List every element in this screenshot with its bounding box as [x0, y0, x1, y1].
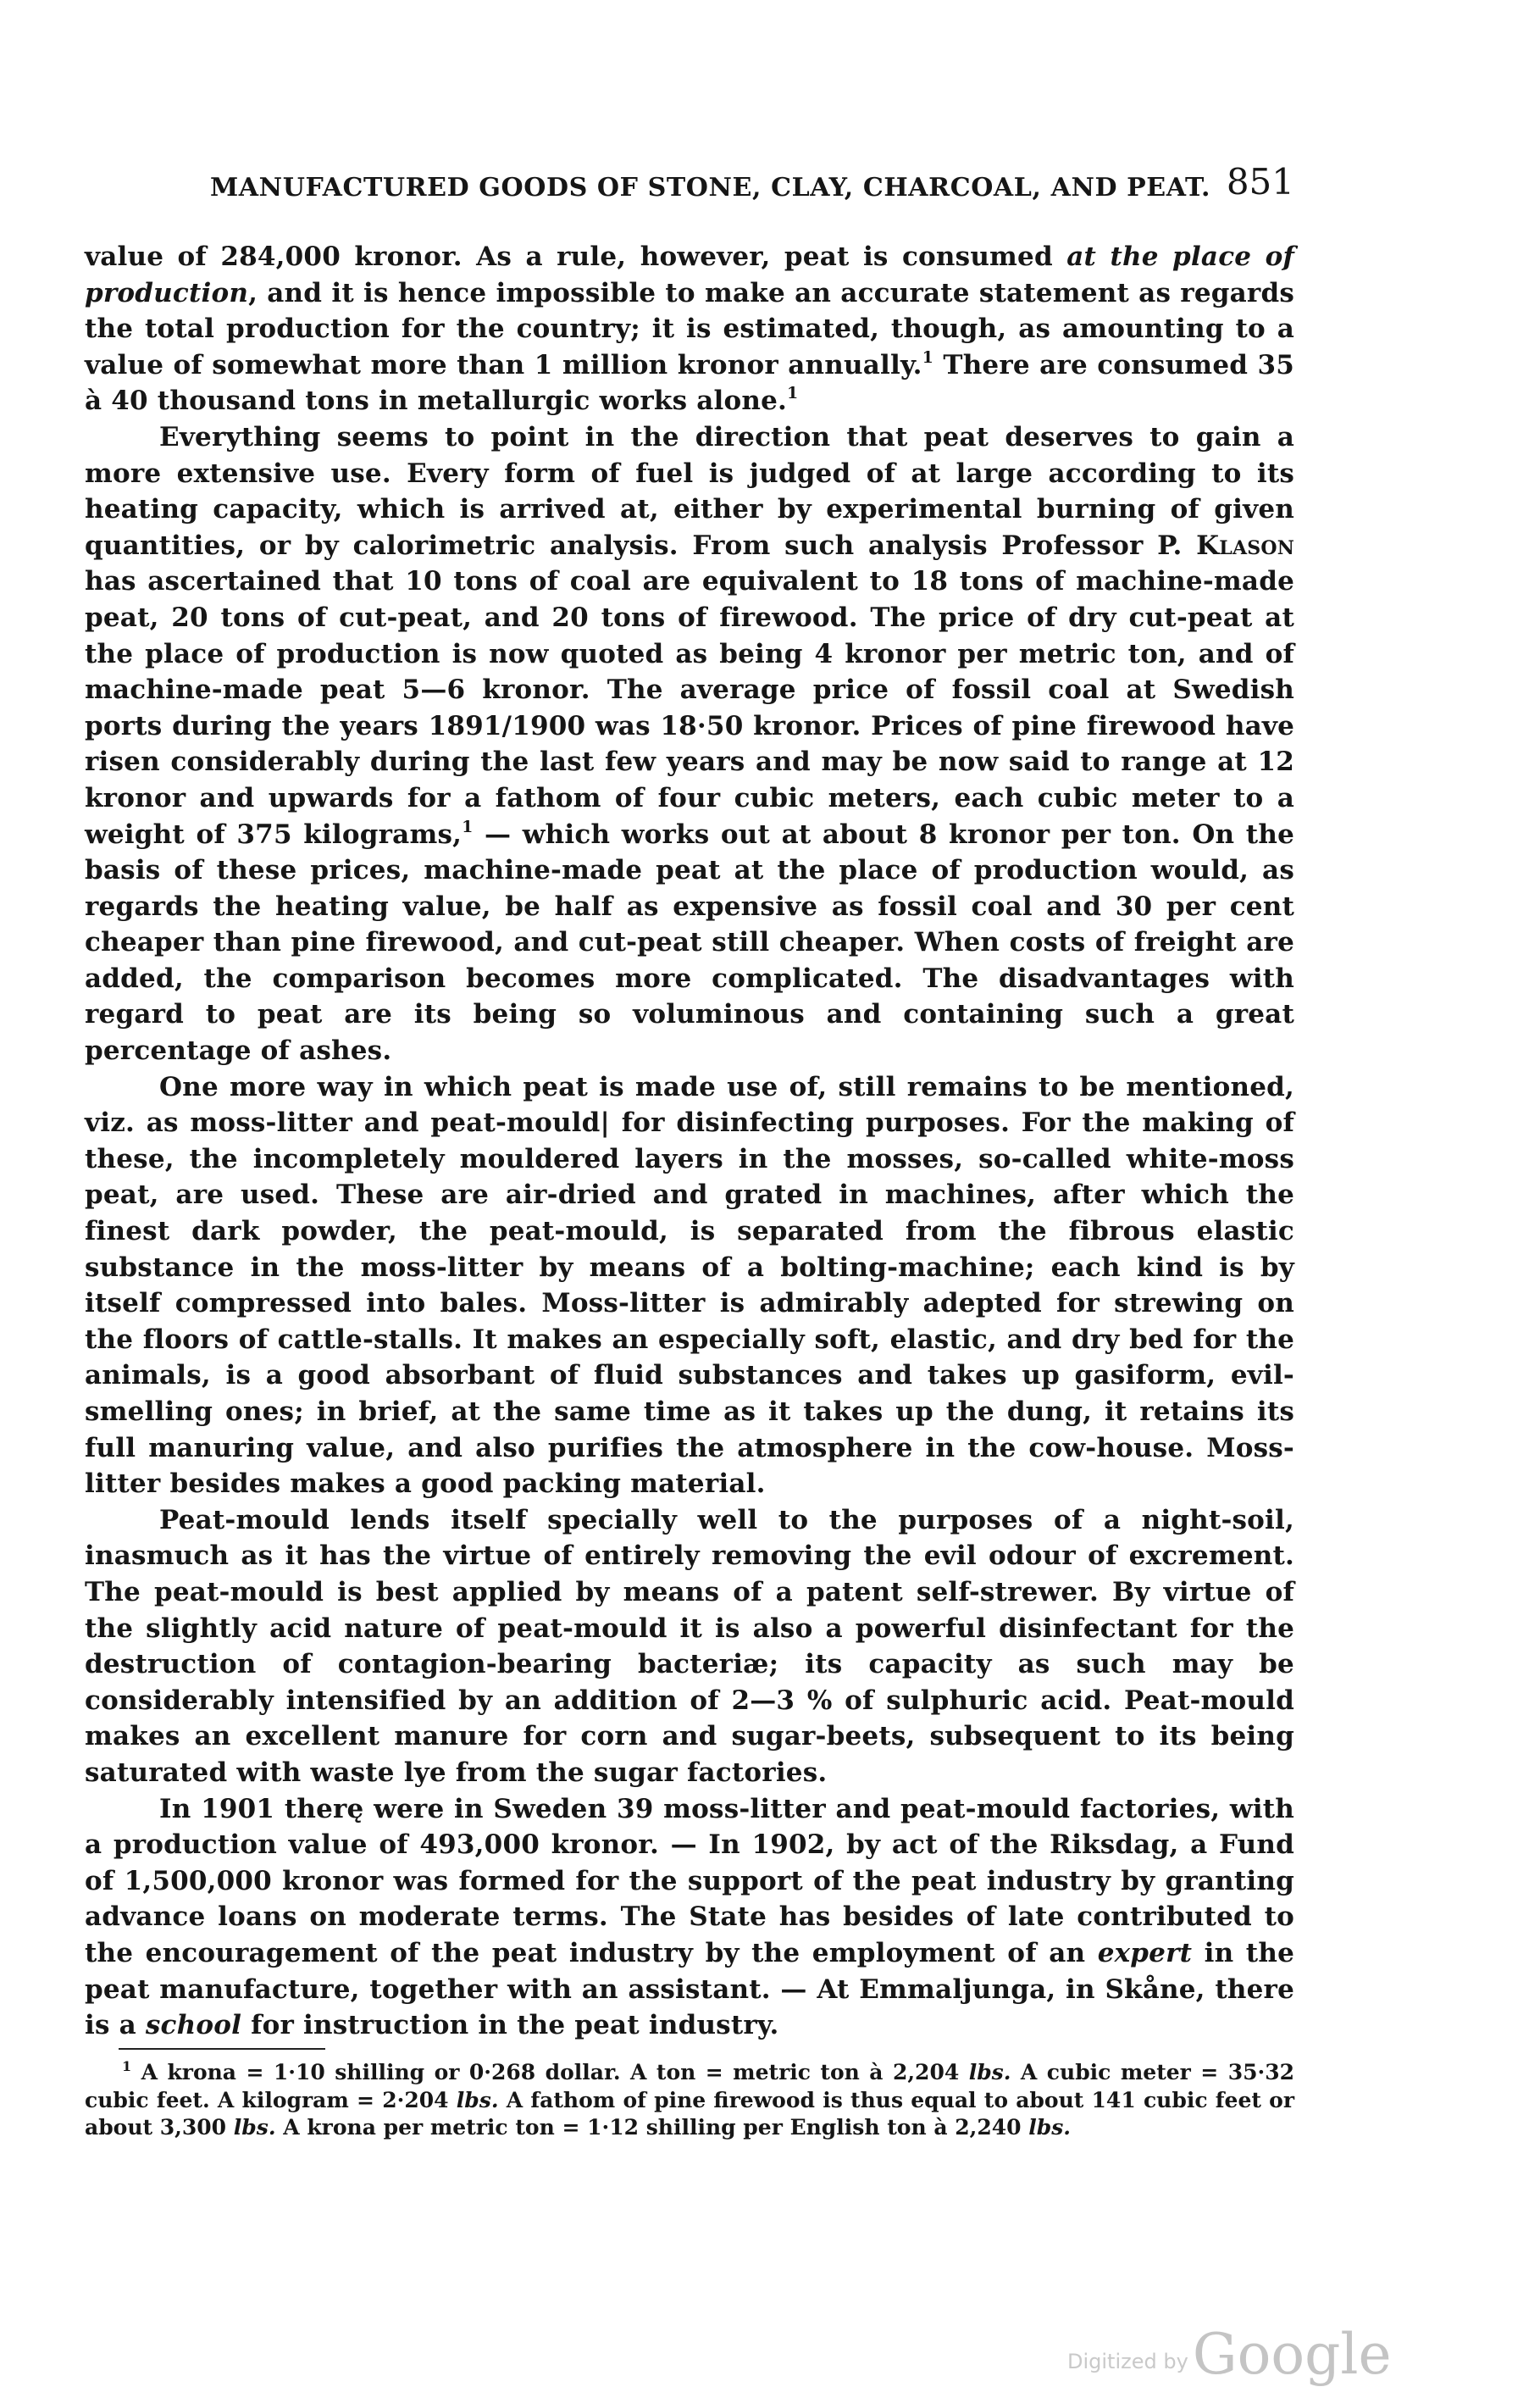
footnote-ref: 1: [922, 347, 934, 367]
emphasis-school: school: [145, 2010, 242, 2041]
footnote-ref: 1: [787, 384, 799, 403]
paragraph-3: One more way in which peat is made use of, still remains to be mentioned, viz. as moss-litter and peat-mould| for disinfecting purposes. For the making of these, the incompletely mouldered layers in the mosses, so-called white-moss peat, are used. These are air-dried and grated in machines, after which the finest dark powder, the peat-mould, is separated from the fibrous elastic substance in the moss-litter by means of a bolting-machine; each kind is by itself compressed into bales. Moss-litter is admirably adepted for strewing on the floors of cattle-stalls. It makes an especially soft, elastic, and dry bed for the animals, is a good absorbant of fluid substances and takes up gasiform, evil-smelling ones; in brief, at the same time as it takes up the dung, it retains its full manuring value, and also purifies the atmosphere in the cow-house. Moss-litter besides makes a good packing material.: [85, 1071, 1294, 1500]
emphasis-place-of-production: at the place of production: [85, 241, 1295, 308]
footnote: $^1$ A krona = 1·10 shilling or 0·268 dollar. A ton = metric ton à 2,204 lbs. A cubic meter = 35·32 cubic feet. A kilogram = 2·204 lbs. A fathom of pine firewood is thus equal to about 141 cubic feet or about 3,300 lbs. A krona per metric ton = 1·12 shilling per English ton à 2,240 lbs.: [85, 2058, 1294, 2140]
paragraph-5: In 1901 therę were in Sweden 39 moss-litter and peat-mould factories, with a production value of 493,000 kronor. — In 1902, by act of the Riksdag, a Fund of 1,500,000 kronor was formed for the support of the peat industry by granting advance loans on moderate terms. The State has besides of late contributed to the encouragement of the peat industry by the employment of an expert in the peat manufacture, together with an assistant. — At Emmaljunga, in Skåne, there is a school for instruction in the peat industry.: [85, 1793, 1294, 2041]
page-header: [210, 158, 1294, 208]
term-fund: Fund: [1218, 1829, 1294, 1861]
running-head: MANUFACTURED GOODS OF STONE, CLAY, CHARCOAL, AND PEAT.: [210, 173, 1211, 203]
footnote-ref: 1: [462, 817, 474, 836]
emphasis-expert: expert: [1097, 1937, 1193, 1968]
paragraph-4: Peat-mould lends itself specially well to the purposes of a night-soil, inasmuch as it has the virtue of entirely removing the evil odour of excrement. The peat-mould is best applied by means of a patent self-strewer. By virtue of the slightly acid nature of peat-mould it is also a powerful disinfectant for the destruction of contagion-bearing bacteriæ; its capacity as such may be considerably intensified by an addition of 2—3 % of sulphuric acid. Peat-mould makes an excellent manure for corn and sugar-beets, subsequent to its being saturated with waste lye from the sugar factories.: [85, 1504, 1294, 1788]
page-number: 851: [1226, 161, 1294, 203]
footnote-marker: 1: [122, 2058, 132, 2074]
digitized-by-watermark: [1067, 2322, 1392, 2390]
footnote-divider: [119, 2048, 325, 2050]
watermark-prefix: Digitized by: [1067, 2350, 1188, 2373]
paragraph-1: value of 284,000 kronor. As a rule, however, peat is consumed at the place of production, and it is hence impossible to make an accurate statement as regards the total production for the country; it is estimated, though, as amounting to a value of somewhat more than 1 million kronor annually.$^1$ There are consumed 35 à 40 thousand tons in metallurgic works alone.$^1$: [85, 241, 1295, 417]
term-peat-mould: peat-mould: [430, 1107, 601, 1139]
google-logo: Google: [1192, 2322, 1392, 2387]
author-name: Klason: [1196, 530, 1294, 561]
body-text: [85, 239, 1294, 2044]
term-moss-litter: moss-litter: [190, 1107, 353, 1139]
paragraph-2: Everything seems to point in the direction that peat deserves to gain a more extensive use. Every form of fuel is judged of at large according to its heating capacity, which is arrived at, either by experimental burning of given quantities, or by calorimetric analysis. From such analysis Professor P. Klason has ascertained that 10 tons of coal are equivalent to 18 tons of machine-made peat, 20 tons of cut-peat, and 20 tons of firewood. The price of dry cut-peat at the place of production is now quoted as being 4 kronor per metric ton, and of machine-made peat 5—6 kronor. The average price of fossil coal at Swedish ports during the years 1891/1900 was 18·50 kronor. Prices of pine firewood have risen considerably during the last few years and may be now said to range at 12 kronor and upwards for a fathom of four cubic meters, each cubic meter to a weight of 375 kilograms,$^1$ — which works out at about 8 kronor per ton. On the basis of these prices, machine-made peat at the place of production would, as regards the heating value, be half as expensive as fossil coal and 30 per cent cheaper than pine firewood, and cut-peat still cheaper. When costs of freight are added, the comparison becomes more complicated. The disadvantages with regard to peat are its being so voluminous and containing such a great percentage of ashes.: [85, 421, 1294, 1067]
